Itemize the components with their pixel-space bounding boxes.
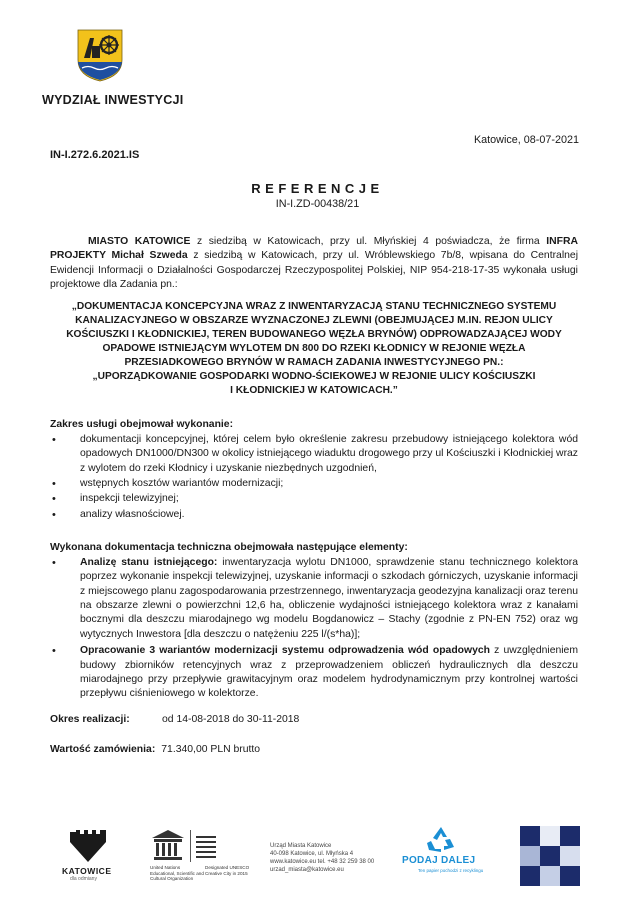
reference-number: IN-I.272.6.2021.IS [50,149,140,161]
quote-line: PRZESIADKOWEGO BRYNÓW W RAMACH ZADANIA INWESTYCYJNEGO PN.: [124,356,504,368]
list-item [50,644,578,701]
document-sub-number: IN-I.ZD-00438/21 [275,198,360,210]
department-name: WYDZIAŁ INWESTYCJI [42,93,184,107]
footer [0,820,635,900]
address-line: 40-098 Katowice, ul. Młyńska 4 [270,851,354,858]
city-office-address [270,842,374,874]
address-line: urzad_miasta@katowice.eu [270,867,344,874]
quote-line: „UPORZĄDKOWANIE GOSPODARKI WODNO-ŚCIEKOWEJ W REJONIE ULICY KOŚCIUSZKI [92,370,536,382]
list-item [50,556,578,642]
unesco-logo [150,828,218,869]
value-amount: 71.340,00 PLN brutto [161,744,261,755]
podaj-dalej-label: PODAJ DALEJ [402,855,476,866]
period-label: Okres realizacji: [50,714,130,725]
list-item: • inspekcji telewizyjnej; [50,492,578,506]
item-text: inwentaryzacja wylotu DN1000, sprawdzenie stanu technicznego kolektora poprzez wykonanie inspekcji telewizyjnej, uzyskanie informacji o szkodach górniczych, uzyskanie informacji z miejscowego planu zagospodarowania przestrzennego, inwentaryzacja geodezyjna kanalizacji oraz terenu na obszarze zlewni o powierzchni 12,6 ha, obliczenie wydajności istniejącego kolektora wraz z kanałami bocznymi dla deszczu miarodajnego wg modelu Bogdanowicz – Stachy (zgodnie z PN-EN 752) oraz wg wytycznych Inwestora [dla deszczu o natężeniu 225 l/(s*ha)]; [80,557,578,640]
list-item: • wstępnych kosztów wariantów modernizacji; [50,477,578,491]
scope-heading: Zakres usługi obejmował wykonanie: [50,419,234,430]
tech-heading: Wykonana dokumentacja techniczna obejmowała następujące elementy: [50,542,408,553]
unesco-text: United Nations Educational, Scientific and Cultural Organization [150,865,204,882]
list-item: • dokumentacji koncepcyjnej, której celem było określenie zakresu przebudowy istniejącego kolektora wód opadowych DN1000/DN300 w okolicy istniejącego wiaduktu drogowego przy ul Kościuszki i Kłodnickiej wraz z wylotem do rzeki Kłodnicy i uzyskanie niezbędnych uzgodnień, [50,433,578,476]
address-line: www.katowice.eu tel. +48 32 259 38 00 [270,859,375,866]
intro-paragraph [50,235,578,292]
recycled-paper-note: Ten papier pochodzi z recyklingu [418,868,484,873]
decorative-squares-icon [520,826,584,891]
quote-line: „DOKUMENTACJA KONCEPCYJNA WRAZ Z INWENTARYZACJĄ STANU TECHNICZNEGO SYSTEMU [71,301,557,312]
city-name: MIASTO KATOWICE [88,236,191,247]
item-lead: Analizę stanu istniejącego: [80,557,218,568]
quote-line: OPADOWE ISTNIEJĄCYM WYLOTEM DN 800 DO RZEKI KŁODNICY W REJONIE WĘZŁA [102,342,526,354]
address-line: Urząd Miasta Katowice [270,843,332,849]
list-item: • analizy własnościowej. [50,508,578,522]
katowice-tagline: dla odmiany [70,876,97,882]
quote-line: KANALIZACYJNEGO W OBSZARZE WYZNACZONEJ ZLEWNI (OBEJMUJĄCEJ M.IN. REJON ULICY [75,314,553,326]
realization-period [50,713,300,727]
katowice-name: KATOWICE [62,866,112,876]
quote-line: I KŁODNICKIEJ W KATOWICACH.” [230,384,398,396]
order-value [50,743,260,757]
place-date: Katowice, 08-07-2021 [473,134,579,146]
project-name-quote [50,300,578,398]
tech-list [50,556,578,704]
item-lead: Opracowanie 3 wariantów modernizacji systemu odprowadzenia wód opadowych [80,645,491,657]
scope-list [50,433,578,523]
period-value: od 14-08-2018 do 30-11-2018 [162,714,300,725]
company-name: INFRA PROJEKTY Michał Szweda [50,236,578,262]
value-label: Wartość zamówienia: [50,744,156,755]
unesco-creative-city-text: Designated UNESCO Creative City in 2015 [205,865,250,876]
intro-text-2: z siedzibą w Katowicach, przy ul. Wróblewskiego 7b/8, wpisana do Centralnej Ewidencji Informacji o Działalności Gospodarczej Rzeczypospolitej Polskiej, NIP 954-218-17-35 wykonała usługi projektowe dla Zadania pn.: [50,250,578,291]
item-text: z uwzględnieniem budowy zbiorników retencyjnych wraz z przeprowadzeniem obliczeń hydraulicznych dla deszczu miarodajnego przy przepływie grawitacyjnym oraz modelem hydrodynamicznym przy kontrolnej wartości przepływu ciśnieniowego w kolektorze. [80,645,578,700]
quote-line: KOŚCIUSZKI I KŁODNICKIEJ, TEREN BUDOWANEGO WĘZŁA BRYNÓW) ODPROWADZAJĄCEJ WODY [66,328,562,340]
intro-text-1: z siedzibą w Katowicach, przy ul. Młyńskiej 4 poświadcza, że firma [190,236,547,247]
document-title: REFERENCJE [251,181,384,196]
city-crest-logo [76,28,124,82]
katowice-heart-logo [68,828,116,869]
